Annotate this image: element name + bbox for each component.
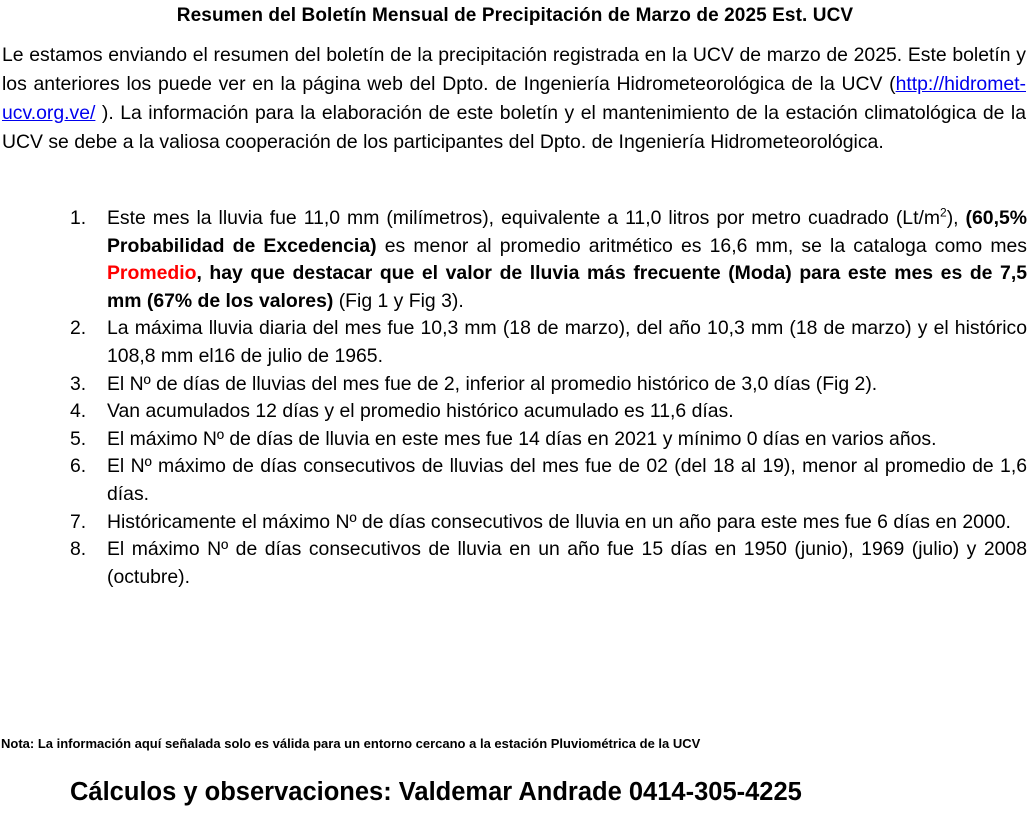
list-item-text: El Nº máximo de días consecutivos de lluvias del mes fue de 02 (del 18 al 19), menor al promedio de 1,6 días. <box>107 455 1027 505</box>
list-item <box>0 315 1027 370</box>
list-item-text: El Nº de días de lluvias del mes fue de 2, inferior al promedio histórico de 3,0 días (Fig 2). <box>107 372 878 395</box>
credits-line: Cálculos y observaciones: Valdemar Andrade 0414-305-4225 <box>70 778 802 806</box>
list-item <box>0 426 1027 454</box>
list-item-text: Van acumulados 12 días y el promedio histórico acumulado es 11,6 días. <box>107 400 734 423</box>
list-item-number: 5. <box>70 427 87 450</box>
list-item-number: 8. <box>70 538 87 561</box>
list-item-number: 6. <box>70 455 87 478</box>
list-item-text: Históricamente el máximo Nº de días consecutivos de lluvia en un año para este mes fue 6 días en 2000. <box>107 510 1011 533</box>
list-item-text: Este mes la lluvia fue 11,0 mm (milímetros), equivalente a 11,0 litros por metro cuadrado (Lt/m <box>107 207 940 229</box>
list-item <box>0 509 1027 537</box>
list-item <box>0 398 1027 426</box>
list-item <box>0 536 1027 591</box>
month-category-highlight: Promedio <box>107 262 197 285</box>
list-item-number: 4. <box>70 400 87 423</box>
list-item-text: El máximo Nº de días consecutivos de lluvia en un año fue 15 días en 1950 (junio), 1969 (julio) y 2008 (octubre). <box>107 538 1027 588</box>
list-item-text: es menor al promedio aritmético es 16,6 mm, se la cataloga como mes <box>376 234 1027 257</box>
superscript-exponent: 2 <box>940 205 947 220</box>
list-item-text: La máxima lluvia diaria del mes fue 10,3 mm (18 de marzo), del año 10,3 mm (18 de marzo) y el histórico 108,8 mm el16 de julio de 1965. <box>107 317 1027 367</box>
findings-list <box>0 205 1027 591</box>
intro-text-before-link: Le estamos enviando el resumen del boletín de la precipitación registrada en la UCV de marzo de 2025. Este boletín y los anteriores los puede ver en la página web del Dpto. de Ingeniería Hidrometeorológica de la UCV ( <box>2 44 1026 95</box>
intro-paragraph <box>2 41 1026 157</box>
mode-value-text: , hay que destacar que el valor de lluvia más frecuente (Moda) para este mes es de 7,5 mm (67% de los valores) <box>107 262 1027 312</box>
list-item-number: 3. <box>70 372 87 395</box>
figure-reference-text: (Fig 1 y Fig 3). <box>333 289 464 312</box>
intro-text-after-link: ). La información para la elaboración de este boletín y el mantenimiento de la estación climatológica de la UCV se debe a la valiosa cooperación de los participantes del Dpto. de Ingeniería Hidrometeorológica. <box>2 102 1026 153</box>
list-item-text: El máximo Nº de días de lluvia en este mes fue 14 días en 2021 y mínimo 0 días en varios años. <box>107 427 937 450</box>
hidromet-website-link[interactable]: http://hidromet-ucv.org.ve/ <box>2 73 1026 124</box>
exceedance-probability-text: (60,5% Probabilidad de Excedencia) <box>107 207 1027 257</box>
list-item <box>0 205 1027 315</box>
disclaimer-note: Nota: La información aquí señalada solo es válida para un entorno cercano a la estación Pluviométrica de la UCV <box>1 736 701 751</box>
list-item-number: 2. <box>70 317 87 340</box>
list-item-number: 7. <box>70 510 87 533</box>
list-item <box>0 453 1027 508</box>
list-item-text: ), <box>946 207 966 229</box>
list-item-number: 1. <box>70 207 87 229</box>
page-title: Resumen del Boletín Mensual de Precipitación de Marzo de 2025 Est. UCV <box>176 5 854 26</box>
list-item <box>0 371 1027 399</box>
